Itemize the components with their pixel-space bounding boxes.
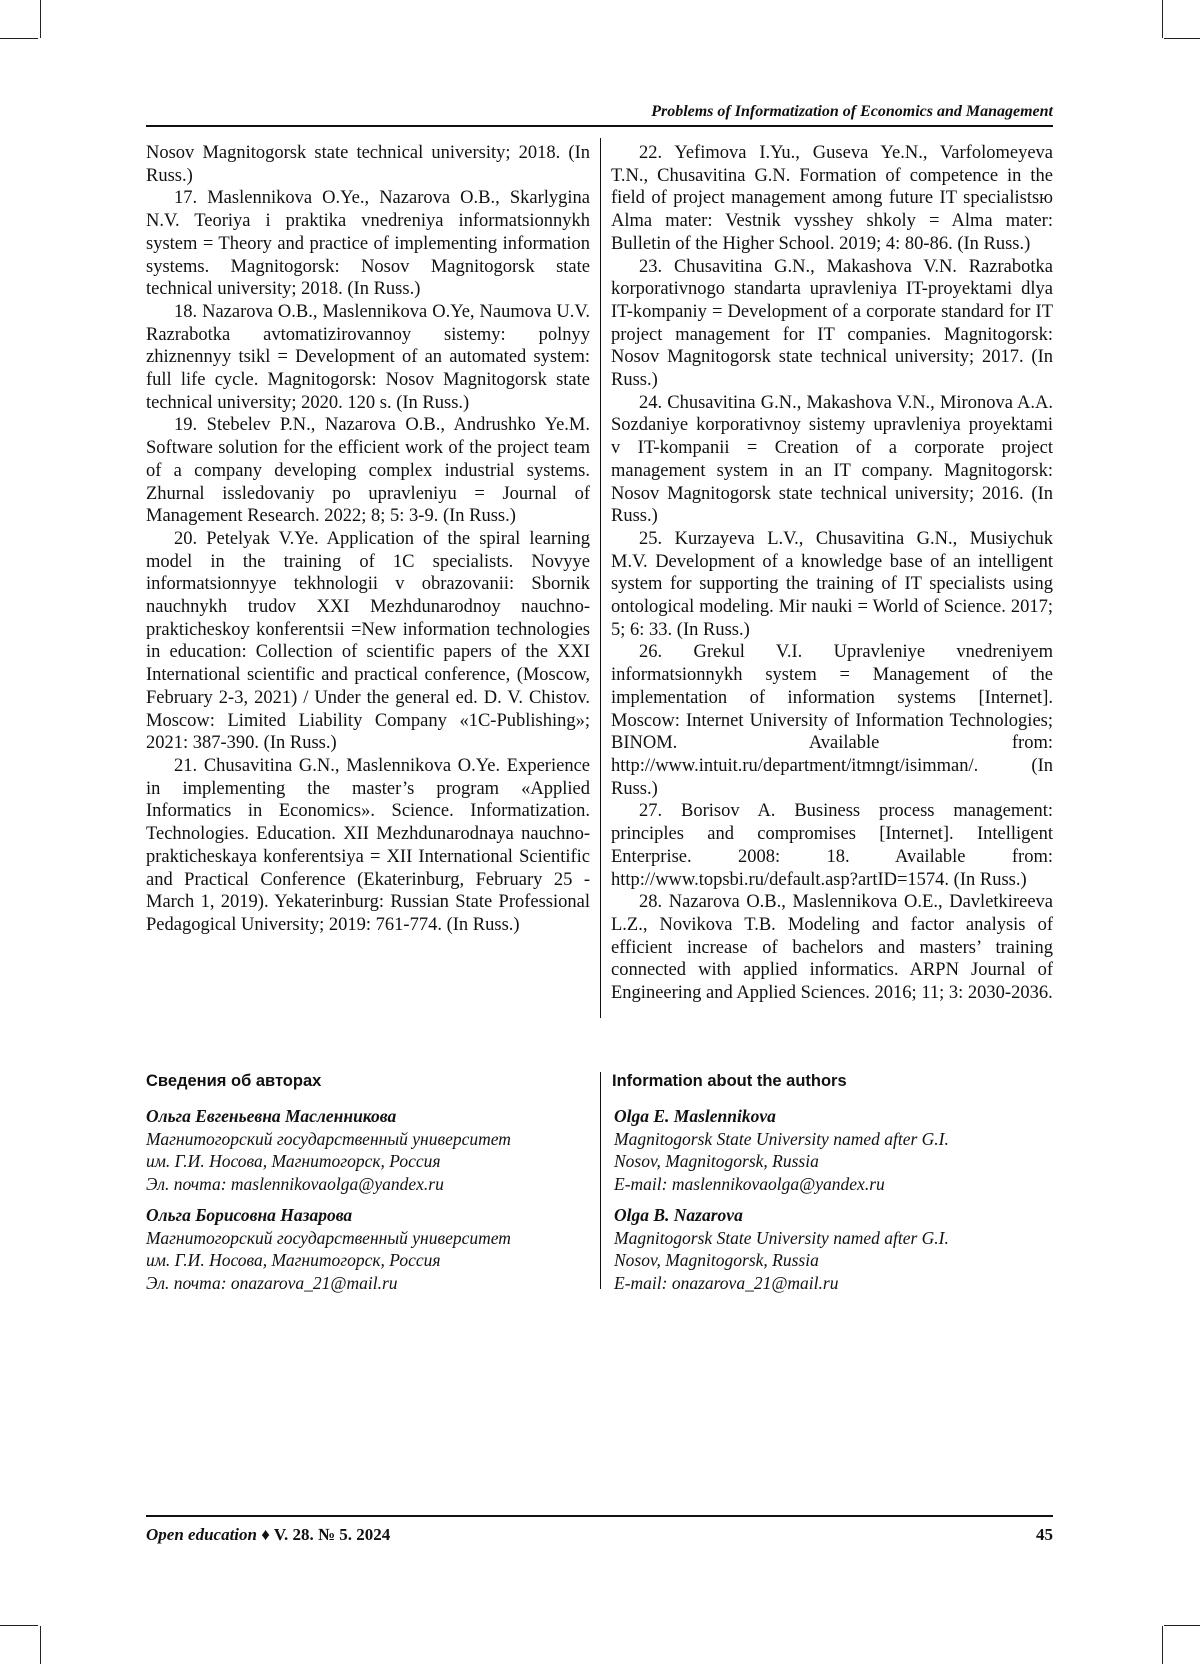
column-divider (600, 138, 601, 1018)
author-entry (614, 1204, 1064, 1294)
author-entry (614, 1105, 1064, 1195)
reference-item: 17. Maslennikova O.Ye., Nazarova O.B., Skarlygina N.V. Teoriya i praktika vnedreniya informatsionnykh system = Theory and practice of implementing information systems. Magnitogorsk: Nosov Magnitogorsk state technical university; 2018. (In Russ.) (146, 188, 590, 300)
crop-mark (0, 1625, 38, 1626)
author-entry (146, 1105, 596, 1195)
author-name: Ольга Евгеньевна Масленникова (146, 1106, 397, 1126)
reference-item: 27. Borisov A. Business process management: principles and compromises [Internet]. Intelligent Enterprise. 2008: 18. Available from: http://www.topsbi.ru/default.asp?artID=1574. (In Russ.) (611, 801, 1053, 890)
reference-item: 22. Yefimova I.Yu., Guseva Ye.N., Varfolomeyeva T.N., Chusavitina G.N. Formation of competence in the field of project management among future IT specialistsю Alma mater: Vestnik vysshey shkoly = Alma mater: Bulletin of the Higher School. 2019; 4: 80-86. (In Russ.) (611, 143, 1053, 254)
authors-ru-title: Сведения об авторах (146, 1072, 322, 1090)
references-right-column (611, 142, 1053, 1005)
reference-item: 21. Chusavitina G.N., Maslennikova O.Ye. Experience in implementing the master’s program «Applied Informatics in Economics». Science. Informatization. Technologies. Education. XII Mezhdunarodnaya nauchno-prakticheskaya konferentsiya = XII International Scientific and Practical Conference (Ekaterinburg, February 25 - March 1, 2019). Yekaterinburg: Russian State Professional Pedagogical University; 2019: 761-774. (In Russ.) (146, 755, 590, 935)
reference-item: 25. Kurzayeva L.V., Chusavitina G.N., Musiychuk M.V. Development of a knowledge base of an intelligent system for supporting the training of IT specialists using ontological modeling. Mir nauki = World of Science. 2017; 5; 6: 33. (In Russ.) (611, 528, 1053, 640)
reference-item: 28. Nazarova O.B., Maslennikova O.E., Davletkireeva L.Z., Novikova T.B. Modeling and factor analysis of efficient increase of bachelors and masters’ training connected with applied informatics. ARPN Journal of Engineering and Applied Sciences. 2016; 11; 3: 2030-2036. (611, 892, 1053, 1004)
crop-mark (1164, 38, 1200, 39)
reference-item: 23. Chusavitina G.N., Makashova V.N. Razrabotka korporativnogo standarta upravleniya IT-proyektami dlya IT-kompaniy = Development of a corporate standard for IT project management for IT companies. Magnitogorsk: Nosov Magnitogorsk state technical university; 2017. (In Russ.) (611, 256, 1053, 391)
issue-info: V. 28. № 5. 2024 (273, 1525, 391, 1544)
authors-divider (600, 1072, 601, 1289)
reference-item: Nosov Magnitogorsk state technical university; 2018. (In Russ.) (146, 143, 590, 186)
author-email: Эл. почта: maslennikovaolga@yandex.ru (146, 1173, 444, 1194)
author-affiliation: Магнитогорский государственный университет (146, 1128, 511, 1149)
authors-en-list (614, 1105, 1064, 1303)
author-name: Ольга Борисовна Назарова (146, 1205, 353, 1225)
author-affiliation: Магнитогорский государственный университет (146, 1227, 511, 1248)
crop-mark (1162, 0, 1163, 38)
page-number: 45 (1036, 1525, 1053, 1544)
running-head: Problems of Informatization of Economics and Management (651, 103, 1053, 120)
reference-item: 18. Nazarova O.B., Maslennikova O.Ye, Naumova U.V. Razrabotka avtomatizirovannoy sistemy: polnyy zhiznennyy tsikl = Development of an automated system: full life cycle. Magnitogorsk: Nosov Magnitogorsk state technical university; 2020. 120 s. (In Russ.) (146, 301, 590, 413)
reference-item: 24. Chusavitina G.N., Makashova V.N., Mironova A.A. Sozdaniye korporativnoy sistemy upravleniya proyektami v IT-kompanii = Creation of a corporate project management system in an IT company. Magnitogorsk: Nosov Magnitogorsk state technical university; 2016. (In Russ.) (611, 392, 1053, 527)
crop-mark (40, 0, 41, 38)
crop-mark (0, 38, 38, 39)
author-entry (146, 1204, 596, 1294)
author-affiliation: Magnitogorsk State University named after G.I. (614, 1227, 949, 1248)
journal-name: Open education (146, 1525, 257, 1544)
reference-item: 20. Petelyak V.Ye. Application of the spiral learning model in the training of 1C specialists. Novyye informatsionnyye tekhnologii v obrazovanii: Sbornik nauchnykh trudov XXI Mezhdunarodnoy nauchno-prakticheskoy konferentsii =New information technologies in education: Collection of scientific papers of the XXI International scientific and practical conference, (Moscow, February 2-3, 2021) / Under the general ed. D. V. Chistov. Moscow: Limited Liability Company «1C-Publishing»; 2021: 387-390. (In Russ.) (146, 528, 590, 754)
author-affiliation: им. Г.И. Носова, Магнитогорск, Россия (146, 1151, 441, 1171)
author-affiliation: Magnitogorsk State University named after G.I. (614, 1128, 949, 1149)
footer-rule (146, 1515, 1053, 1517)
crop-mark (40, 1626, 41, 1664)
reference-item: 19. Stebelev P.N., Nazarova O.B., Andrushko Ye.M. Software solution for the efficient work of the project team of a company developing complex industrial systems. Zhurnal issledovaniy po upravleniyu = Journal of Management Research. 2022; 8; 5: 3-9. (In Russ.) (146, 415, 590, 527)
crop-mark (1164, 1625, 1200, 1626)
authors-en-title: Information about the authors (612, 1072, 847, 1090)
author-affiliation: Nosov, Magnitogorsk, Russia (614, 1151, 819, 1171)
author-email: E-mail: onazarova_21@mail.ru (614, 1272, 839, 1293)
author-email: E-mail: maslennikovaolga@yandex.ru (614, 1173, 885, 1194)
crop-mark (1162, 1626, 1163, 1664)
header-rule (146, 125, 1053, 127)
author-affiliation: им. Г.И. Носова, Магнитогорск, Россия (146, 1250, 441, 1270)
diamond-icon: ♦ (261, 1525, 270, 1544)
authors-ru-list (146, 1105, 596, 1303)
footer-journal-info (146, 1524, 390, 1546)
references-left-column (146, 142, 590, 937)
author-name: Olga B. Nazarova (614, 1205, 743, 1225)
author-affiliation: Nosov, Magnitogorsk, Russia (614, 1250, 819, 1270)
author-email: Эл. почта: onazarova_21@mail.ru (146, 1272, 398, 1293)
reference-item: 26. Grekul V.I. Upravleniye vnedreniyem informatsionnykh system = Management of the implementation of information systems [Internet]. Moscow: Internet University of Information Technologies; BINOM. Available from: http://www.intuit.ru/department/itmngt/isimman/. (In Russ.) (611, 642, 1053, 799)
author-name: Olga E. Maslennikova (614, 1106, 776, 1126)
